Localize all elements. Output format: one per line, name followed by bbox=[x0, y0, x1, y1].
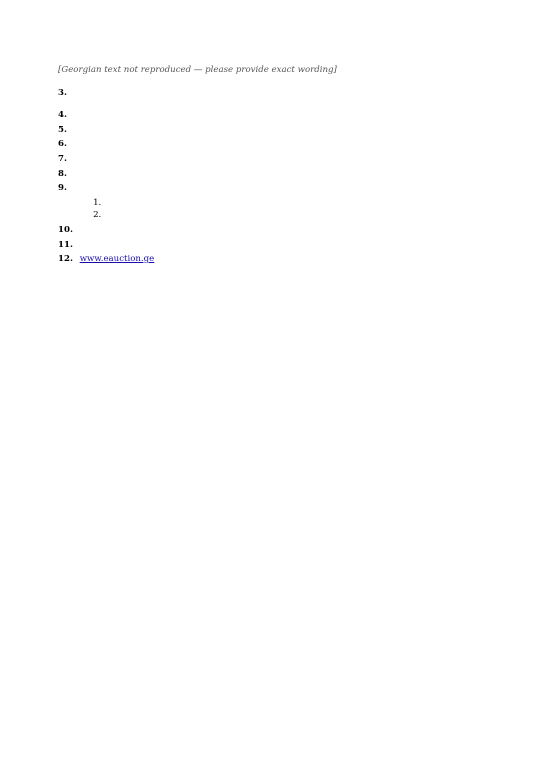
item-number: 11. bbox=[58, 239, 73, 250]
item-10 bbox=[58, 224, 484, 237]
item-number: 12. bbox=[58, 254, 73, 265]
item-number: 7. bbox=[58, 153, 67, 164]
item-3 bbox=[58, 87, 484, 100]
item-6 bbox=[58, 138, 484, 151]
item-5 bbox=[58, 124, 484, 137]
item-number: 5. bbox=[58, 124, 67, 135]
item-11 bbox=[58, 239, 484, 252]
item-number: 10. bbox=[58, 224, 73, 235]
item-number: 6. bbox=[58, 139, 67, 150]
item-12 bbox=[58, 253, 484, 266]
eauction-link[interactable]: www.eauction.ge bbox=[79, 254, 155, 265]
item-9 bbox=[58, 182, 484, 195]
item-number: 8. bbox=[58, 168, 67, 179]
item-number: 9. bbox=[58, 183, 67, 194]
sublist-item bbox=[104, 209, 484, 222]
item-9-sublist bbox=[58, 197, 484, 222]
item-number: 4. bbox=[58, 110, 67, 121]
item-4 bbox=[58, 109, 484, 122]
item-7 bbox=[58, 153, 484, 166]
sublist-item bbox=[104, 197, 484, 210]
placeholder-note: [Georgian text not reproduced — please provide exact wording] bbox=[58, 65, 337, 75]
item-number: 3. bbox=[58, 87, 67, 98]
item-8 bbox=[58, 168, 484, 181]
